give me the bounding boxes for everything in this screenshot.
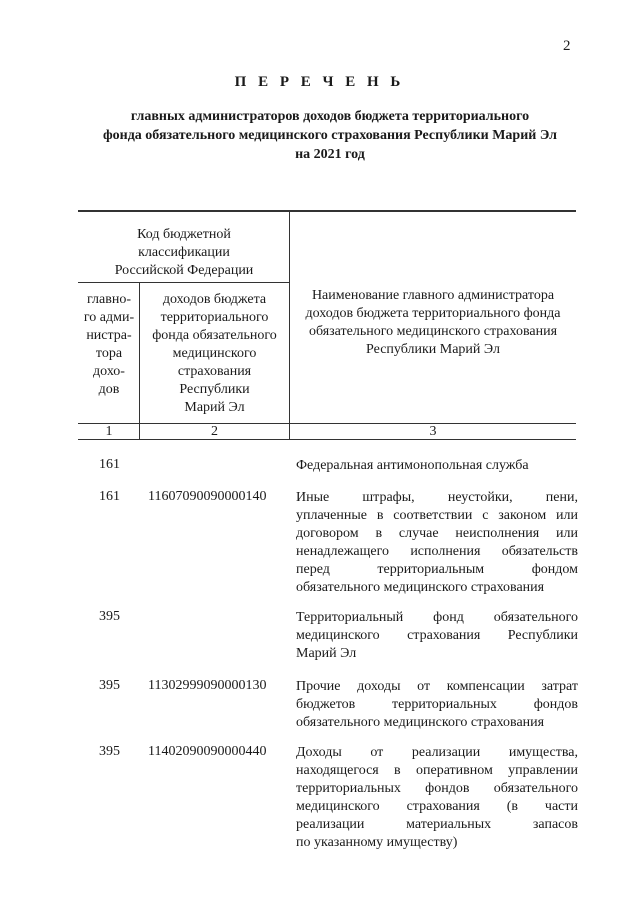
header-group-line: Российской Федерации — [114, 263, 254, 278]
admin-code: 161 — [99, 457, 120, 472]
admin-code: 395 — [99, 744, 120, 759]
column-header-income — [140, 291, 289, 417]
row-name-line: Доходы от реализации имущества, — [296, 745, 578, 760]
column-header-line: Наименование главного администратора — [311, 288, 555, 303]
column-header-line: фонда обязательного — [152, 328, 277, 343]
column-number-3: 3 — [429, 424, 437, 439]
header-group-divider — [78, 282, 290, 283]
row-name-line: ненадлежащего исполнения обязательств — [296, 544, 578, 559]
row-name-line: находящегося в оперативном управлении — [296, 763, 578, 778]
subtitle-line: главных администраторов доходов бюджета территориального — [130, 109, 530, 124]
admin-code: 161 — [99, 489, 120, 504]
row-name-line: территориальных фондов обязательного — [296, 781, 578, 796]
page-number: 2 — [563, 38, 571, 54]
column-header-line: медицинского — [172, 346, 257, 361]
column-header-line: го адми- — [83, 310, 135, 325]
row-name-line: медицинского страхования (в части — [296, 799, 578, 814]
column-header-line: Республики Марий Эл — [366, 342, 500, 357]
column-header-line: главно- — [87, 292, 131, 307]
subtitle-line: на 2021 год — [295, 147, 365, 162]
column-header-line: нистра- — [86, 328, 132, 343]
row-name-line: медицинского страхования Республики — [296, 628, 578, 643]
row-name-line: перед территориальным фондом — [296, 562, 578, 577]
budget-code: 11402090090000440 — [148, 744, 267, 759]
row-name-line: реализации материальных запасов — [296, 817, 578, 832]
subtitle-line: фонда обязательного медицинского страхования Республики Марий Эл — [102, 128, 558, 143]
column-header-line: тора — [95, 346, 123, 361]
column-header-name — [290, 287, 576, 359]
header-group-line: классификации — [138, 245, 230, 260]
header-group-line: Код бюджетной — [137, 227, 231, 242]
budget-code: 11607090090000140 — [148, 489, 267, 504]
row-name-line: уплаченные в соответствии с законом или — [296, 508, 578, 523]
row-name — [296, 457, 578, 475]
row-name-line: обязательного медицинского страхования — [296, 580, 545, 595]
column-number-1: 1 — [105, 424, 113, 439]
row-name-line: Федеральная антимонопольная служба — [296, 458, 529, 473]
row-name — [296, 609, 578, 663]
budget-code: 11302999090000130 — [148, 678, 267, 693]
column-header-line: страхования — [177, 364, 252, 379]
column-header-line: Марий Эл — [184, 400, 245, 415]
row-name-line: по указанному имуществу) — [296, 835, 458, 850]
header-group-label — [80, 226, 288, 280]
admin-code: 395 — [99, 609, 120, 624]
row-name-line: Марий Эл — [296, 646, 357, 661]
document-subtitle — [70, 107, 590, 164]
row-name-line: бюджетов территориальных фондов — [296, 697, 578, 712]
table-top-border — [78, 210, 576, 212]
column-header-line: дов — [98, 382, 120, 397]
column-header-line: Республики — [179, 382, 250, 397]
row-name-line: Прочие доходы от компенсации затрат — [296, 679, 578, 694]
column-header-line: территориального — [160, 310, 269, 325]
document-title: П Е Р Е Ч Е Н Ь — [234, 74, 405, 90]
row-name — [296, 744, 578, 852]
column-header-line: дохо- — [93, 364, 125, 379]
admin-code: 395 — [99, 678, 120, 693]
column-header-line: доходов бюджета территориального фонда — [305, 306, 561, 321]
row-name-line: Территориальный фонд обязательного — [296, 610, 578, 625]
column-header-line: доходов бюджета — [162, 292, 267, 307]
row-name-line: Иные штрафы, неустойки, пени, — [296, 490, 578, 505]
column-header-admin — [78, 291, 140, 399]
row-name — [296, 489, 578, 597]
row-name-line: договором в случае неисполнения или — [296, 526, 578, 541]
row-name — [296, 678, 578, 732]
column-number-2: 2 — [211, 424, 218, 439]
column-header-line: обязательного медицинского страхования — [308, 324, 558, 339]
row-name-line: обязательного медицинского страхования — [296, 715, 545, 730]
